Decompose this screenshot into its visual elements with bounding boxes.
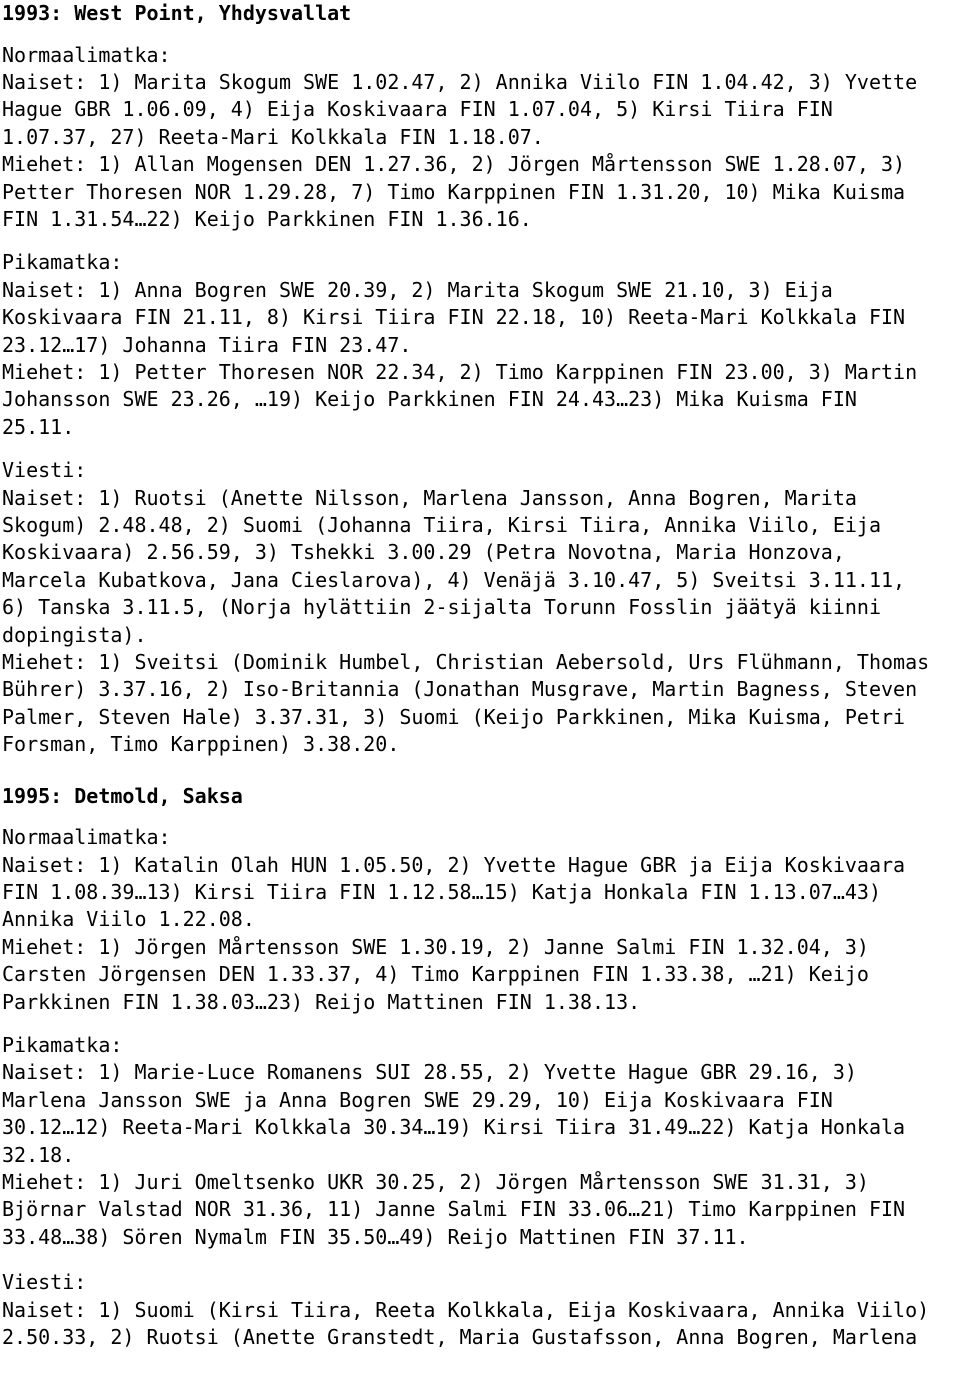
result-line: Koskivaara FIN 21.11, 8) Kirsi Tiira FIN 22.18, 10) Reeta-Mari Kolkkala FIN — [2, 305, 906, 330]
result-line: Skogum) 2.48.48, 2) Suomi (Johanna Tiira, Kirsi Tiira, Annika Viilo, Eija — [2, 513, 881, 537]
result-paragraph — [2, 277, 960, 359]
result-line: Hague GBR 1.06.09, 4) Eija Koskivaara FIN 1.07.04, 5) Kirsi Tiira FIN — [2, 97, 833, 122]
result-line: Naiset: 1) Suomi (Kirsi Tiira, Reeta Kolkkala, Eija Koskivaara, Annika Viilo) — [2, 1297, 930, 1322]
result-line: Marlena Jansson SWE ja Anna Bogren SWE 29.29, 10) Eija Koskivaara FIN — [2, 1087, 833, 1112]
year-section — [2, 0, 960, 759]
year-heading: 1995: Detmold, Saksa — [2, 783, 243, 808]
result-line: 1.07.37, 27) Reeta-Mari Kolkkala FIN 1.18.07. — [2, 124, 544, 149]
result-line: Naiset: 1) Katalin Olah HUN 1.05.50, 2) Yvette Hague GBR ja Eija Koskivaara — [2, 852, 906, 877]
event-label: Pikamatka: — [2, 250, 123, 275]
result-line: Forsman, Timo Karppinen) 3.38.20. — [2, 732, 400, 757]
result-line: 2.50.33, 2) Ruotsi (Anette Granstedt, Maria Gustafsson, Anna Bogren, Marlena — [2, 1325, 918, 1350]
result-line: 23.12…17) Johanna Tiira FIN 23.47. — [2, 332, 412, 357]
result-line: 6) Tanska 3.11.5, (Norja hylättiin 2-sijalta Torunn Fosslin jäätyä kiinni — [2, 595, 881, 620]
result-line: 32.18. — [2, 1142, 75, 1167]
event-label: Normaalimatka: — [2, 825, 171, 850]
results-document — [2, 0, 960, 1351]
result-paragraph — [2, 852, 960, 934]
event-block — [2, 457, 960, 758]
result-line: Miehet: 1) Allan Mogensen DEN 1.27.36, 2) Jörgen Mårtensson SWE 1.28.07, 3) — [2, 152, 906, 177]
result-line: Miehet: 1) Petter Thoresen NOR 22.34, 2) Timo Karppinen FIN 23.00, 3) Martin — [2, 359, 918, 384]
result-line: Palmer, Steven Hale) 3.37.31, 3) Suomi (Keijo Parkkinen, Mika Kuisma, Petri — [2, 704, 906, 729]
event-block — [2, 824, 960, 1016]
result-paragraph — [2, 649, 960, 759]
result-line: Annika Viilo 1.22.08. — [2, 907, 255, 932]
result-line: Naiset: 1) Ruotsi (Anette Nilsson, Marlena Jansson, Anna Bogren, Marita — [2, 485, 857, 510]
result-paragraph — [2, 69, 960, 151]
result-line: Miehet: 1) Jörgen Mårtensson SWE 1.30.19, 2) Janne Salmi FIN 1.32.04, 3) — [2, 934, 869, 959]
result-line: dopingista). — [2, 622, 147, 647]
result-paragraph — [2, 934, 960, 1016]
event-block — [2, 42, 960, 234]
event-block — [2, 249, 960, 441]
result-line: Parkkinen FIN 1.38.03…23) Reijo Mattinen FIN 1.38.13. — [2, 989, 641, 1014]
result-line: Carsten Jörgensen DEN 1.33.37, 4) Timo Karppinen FIN 1.33.38, …21) Keijo — [2, 962, 869, 987]
result-line: Koskivaara) 2.56.59, 3) Tshekki 3.00.29 (Petra Novotna, Maria Honzova, — [2, 540, 845, 565]
result-paragraph — [2, 1169, 960, 1251]
result-line: FIN 1.31.54…22) Keijo Parkkinen FIN 1.36.16. — [2, 206, 532, 231]
result-paragraph — [2, 1297, 960, 1352]
event-block — [2, 1032, 960, 1251]
event-label: Viesti: — [2, 458, 87, 483]
result-line: Johansson SWE 23.26, …19) Keijo Parkkinen FIN 24.43…23) Mika Kuisma FIN — [2, 387, 857, 412]
event-label: Pikamatka: — [2, 1033, 123, 1057]
result-line: Björnar Valstad NOR 31.36, 11) Janne Salmi FIN 33.06…21) Timo Karppinen FIN — [2, 1197, 906, 1222]
event-label: Normaalimatka: — [2, 42, 171, 67]
result-line: Naiset: 1) Anna Bogren SWE 20.39, 2) Marita Skogum SWE 21.10, 3) Eija — [2, 277, 833, 302]
result-paragraph — [2, 359, 960, 441]
result-paragraph — [2, 1059, 960, 1169]
result-line: 25.11. — [2, 414, 75, 439]
result-paragraph — [2, 485, 960, 649]
result-paragraph — [2, 151, 960, 233]
result-line: Naiset: 1) Marie-Luce Romanens SUI 28.55, 2) Yvette Hague GBR 29.16, 3) — [2, 1060, 857, 1085]
result-line: 33.48…38) Sören Nymalm FIN 35.50…49) Reijo Mattinen FIN 37.11. — [2, 1224, 749, 1249]
result-line: Bührer) 3.37.16, 2) Iso-Britannia (Jonathan Musgrave, Martin Bagness, Steven — [2, 677, 918, 702]
result-line: FIN 1.08.39…13) Kirsi Tiira FIN 1.12.58…15) Katja Honkala FIN 1.13.07…43) — [2, 879, 881, 904]
result-line: Marcela Kubatkova, Jana Cieslarova), 4) Venäjä 3.10.47, 5) Sveitsi 3.11.11, — [2, 567, 906, 592]
event-label: Viesti: — [2, 1270, 87, 1295]
result-line: Naiset: 1) Marita Skogum SWE 1.02.47, 2) Annika Viilo FIN 1.04.42, 3) Yvette — [2, 69, 918, 94]
result-line: 30.12…12) Reeta-Mari Kolkkala 30.34…19) Kirsi Tiira 31.49…22) Katja Honkala — [2, 1115, 906, 1140]
result-line: Petter Thoresen NOR 1.29.28, 7) Timo Karppinen FIN 1.31.20, 10) Mika Kuisma — [2, 179, 906, 204]
event-block — [2, 1269, 960, 1351]
year-section — [2, 783, 960, 1352]
result-line: Miehet: 1) Sveitsi (Dominik Humbel, Christian Aebersold, Urs Flühmann, Thomas — [2, 650, 930, 675]
year-heading: 1993: West Point, Yhdysvallat — [2, 1, 352, 25]
result-line: Miehet: 1) Juri Omeltsenko UKR 30.25, 2) Jörgen Mårtensson SWE 31.31, 3) — [2, 1170, 869, 1195]
